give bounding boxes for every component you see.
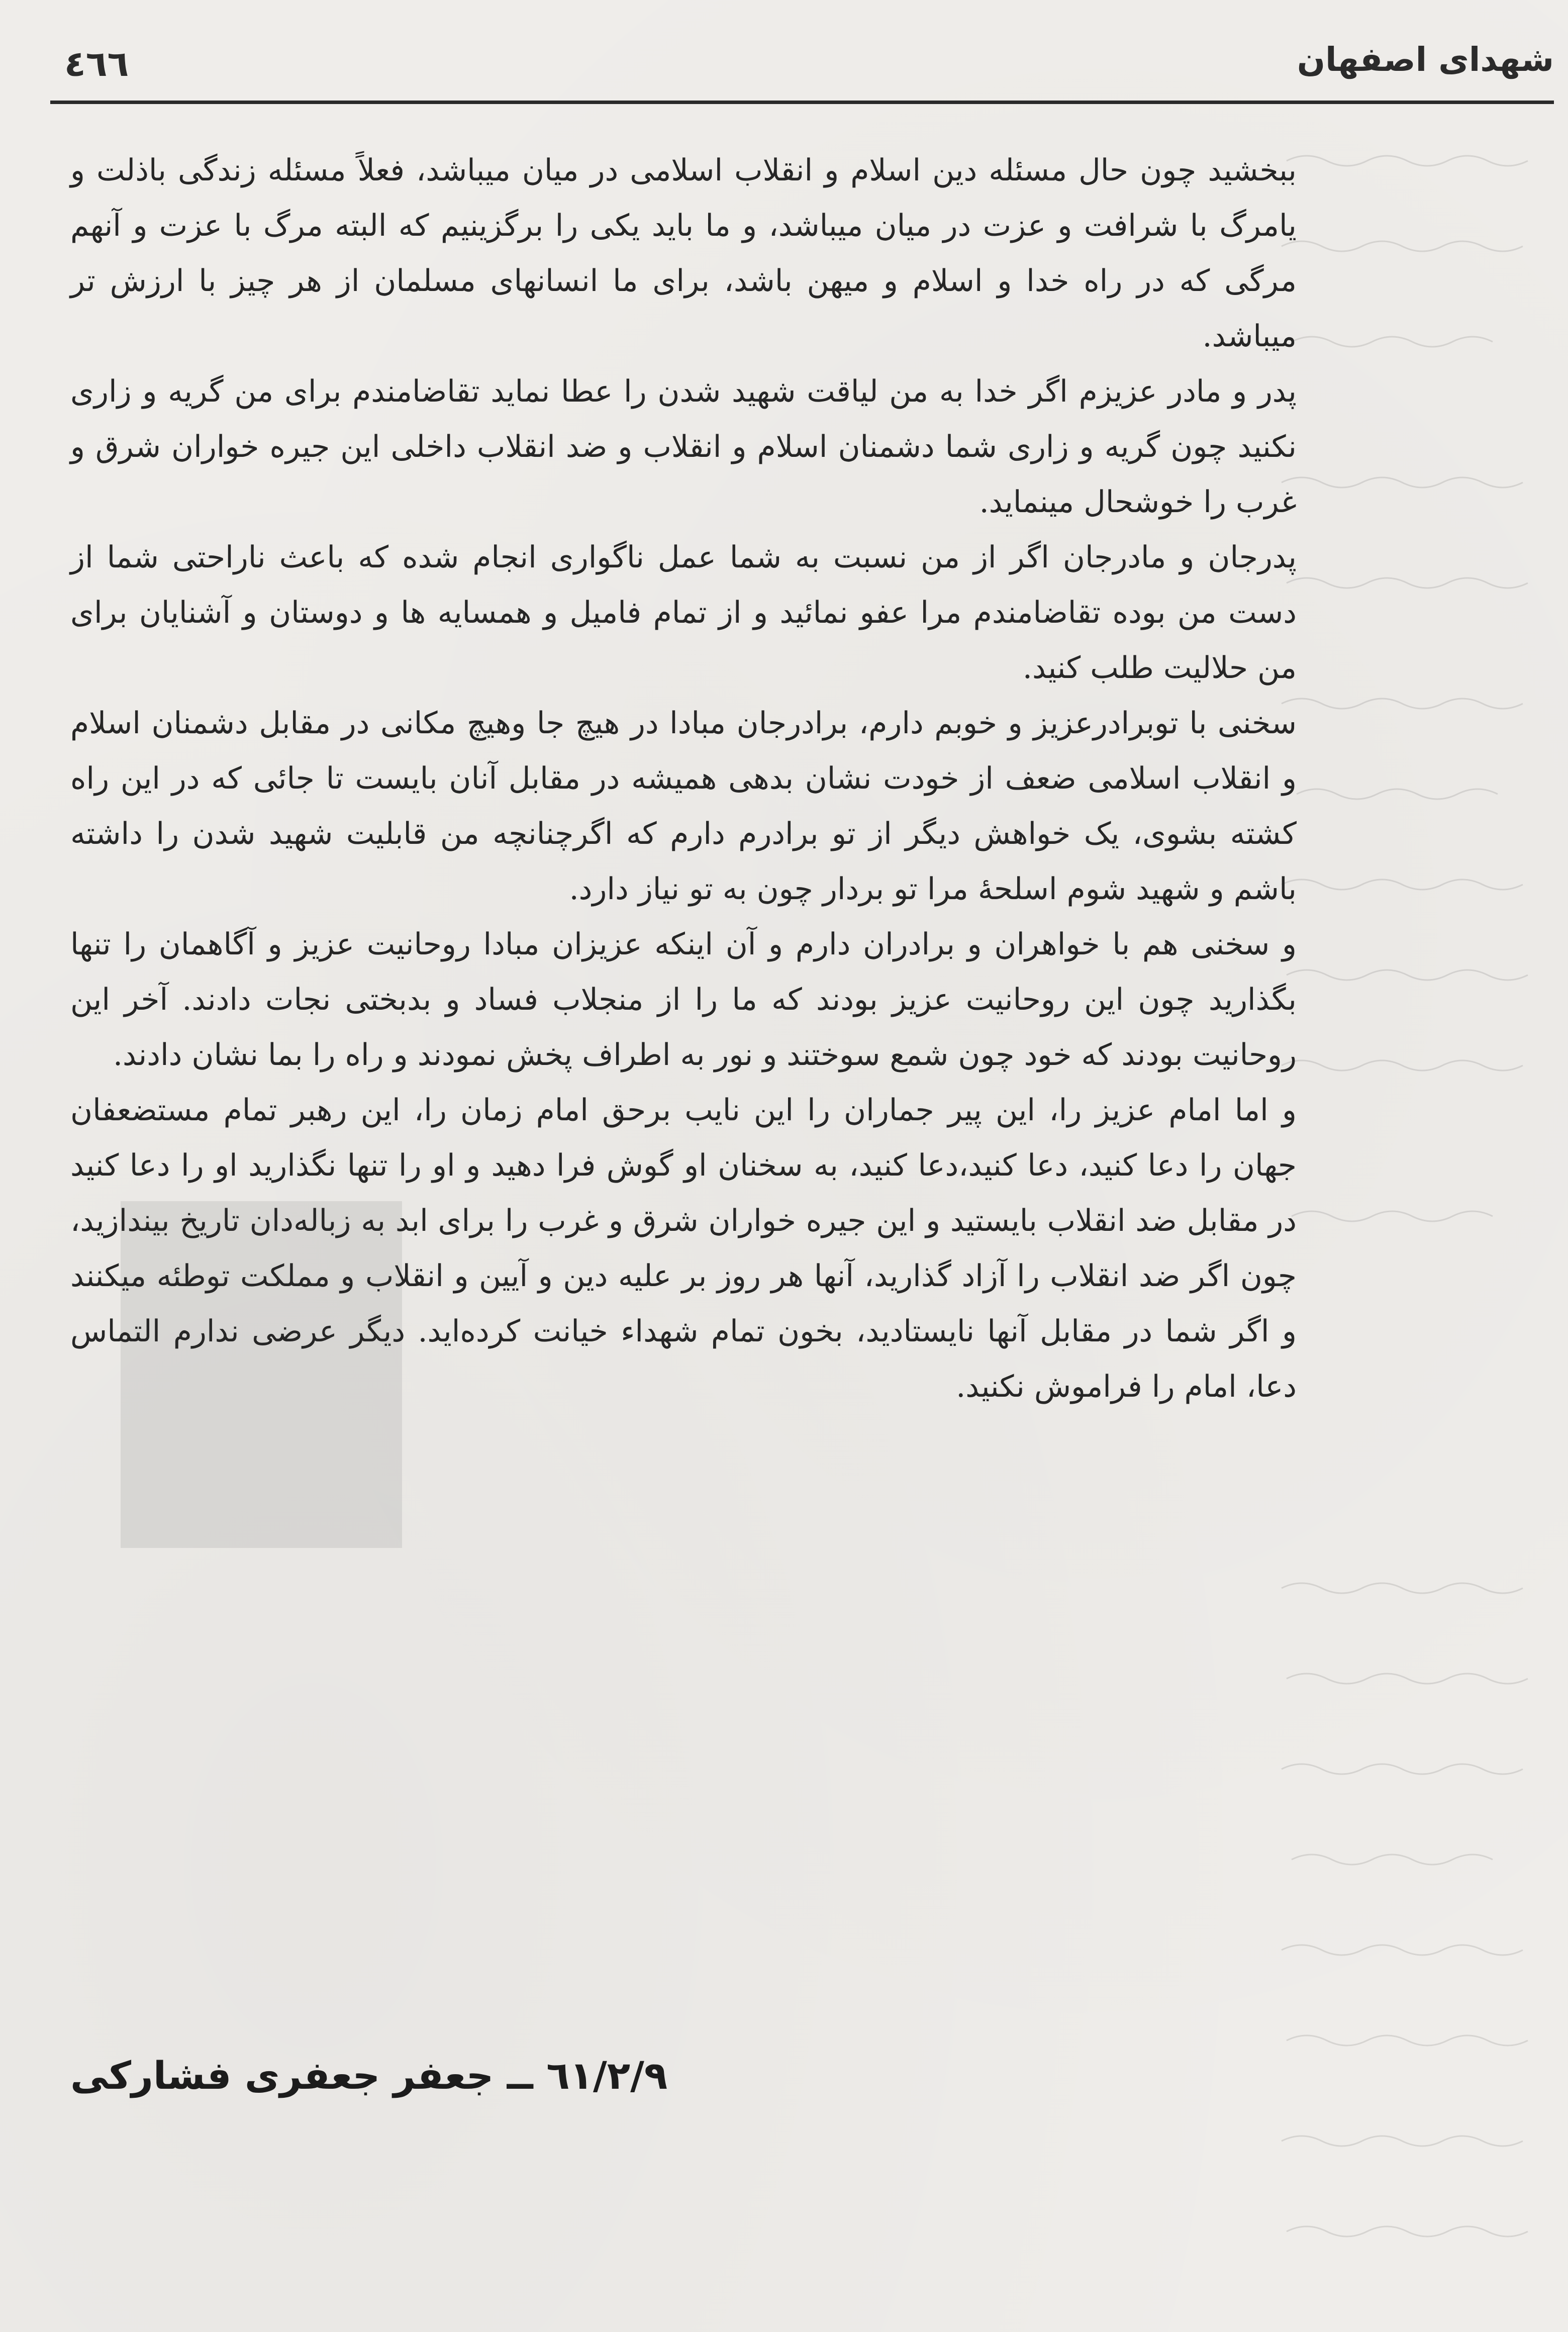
page-number: ٤٦٦ xyxy=(64,43,129,84)
testament-text xyxy=(70,143,1297,1414)
running-title: شهدای اصفهان xyxy=(1297,40,1554,79)
page-header xyxy=(50,25,1554,104)
paragraph: و اما امام عزیز را، این پیر جماران را این نایب برحق امام زمان را، این رهبر تمام مستضعفان جهان را دعا کنید، دعا کنید،دعا کنید، به سخنان او گوش فرا دهید و او را تنها نگذارید او را دعا کنید در مقابل ضد انقلاب بایستید و این جیره خواران شرق و غرب را برای ابد به زباله‌دان تاریخ بیندازید، چون اگر ضد انقلاب را آزاد گذارید، آنها هر روز بر علیه دین و آیین و انقلاب و مملکت توطئه میکنند و اگر شما در مقابل آنها نایستادید، بخون تمام شهداء خیانت کرده‌اید. دیگر عرضی ندارم التماس دعا، امام را فراموش نکنید. xyxy=(70,1093,1297,1404)
paragraph: پدر و مادر عزیزم اگر خدا به من لیاقت شهید شدن را عطا نماید تقاضامندم برای من گریه و زاری نکنید چون گریه و زاری شما دشمنان اسلام و انقلاب و ضد انقلاب داخلی این جیره خواران شرق و غرب را خوشحال مینماید. xyxy=(70,374,1297,520)
signature-line: ٦١/٢/٩ ــ جعفر جعفری فشارکی xyxy=(70,2053,668,2098)
bleed-through-handwriting xyxy=(1277,131,1558,2292)
paragraph: ببخشید چون حال مسئله دین اسلام و انقلاب اسلامی در میان میباشد، فعلاً مسئله زندگی باذلت و یامرگ با شرافت و عزت در میان میباشد، و ما باید یکی را برگزینیم که البته مرگ با عزت و آنهم مرگی که در راه خدا و اسلام و میهن باشد، برای ما انسانهای مسلمان از هر چیز با ارزش تر میباشد. xyxy=(70,153,1297,354)
paragraph: و سخنی هم با خواهران و برادران دارم و آن اینکه عزیزان مبادا روحانیت عزیز و آگاهمان را تنها بگذارید چون این روحانیت عزیز بودند که ما را از منجلاب فساد و بدبختی نجات دادند. آخر این روحانیت بودند که خود چون شمع سوختند و نور به اطراف پخش نمودند و راه را بما نشان دادند. xyxy=(70,927,1297,1073)
paragraph: پدرجان و مادرجان اگر از من نسبت به شما عمل ناگواری انجام شده که باعث ناراحتی شما از دست من بوده تقاضامندم مرا عفو نمائید و از تمام فامیل و همسایه ها و دوستان و آشنایان برای من حلالیت طلب کنید. xyxy=(70,540,1297,686)
paragraph: سخنی با توبرادرعزیز و خوبم دارم، برادرجان مبادا در هیچ جا وهیچ مکانی در مقابل دشمنان اسلام و انقلاب اسلامی ضعف از خودت نشان بدهی همیشه در مقابل آنان بایست تا جائی که در این راه کشته بشوی، یک خواهش دیگر از تو برادرم دارم که اگرچنانچه من قابلیت شهید شدن را داشته باشم و شهید شوم اسلحهٔ مرا تو بردار چون به تو نیاز دارد. xyxy=(70,706,1297,907)
